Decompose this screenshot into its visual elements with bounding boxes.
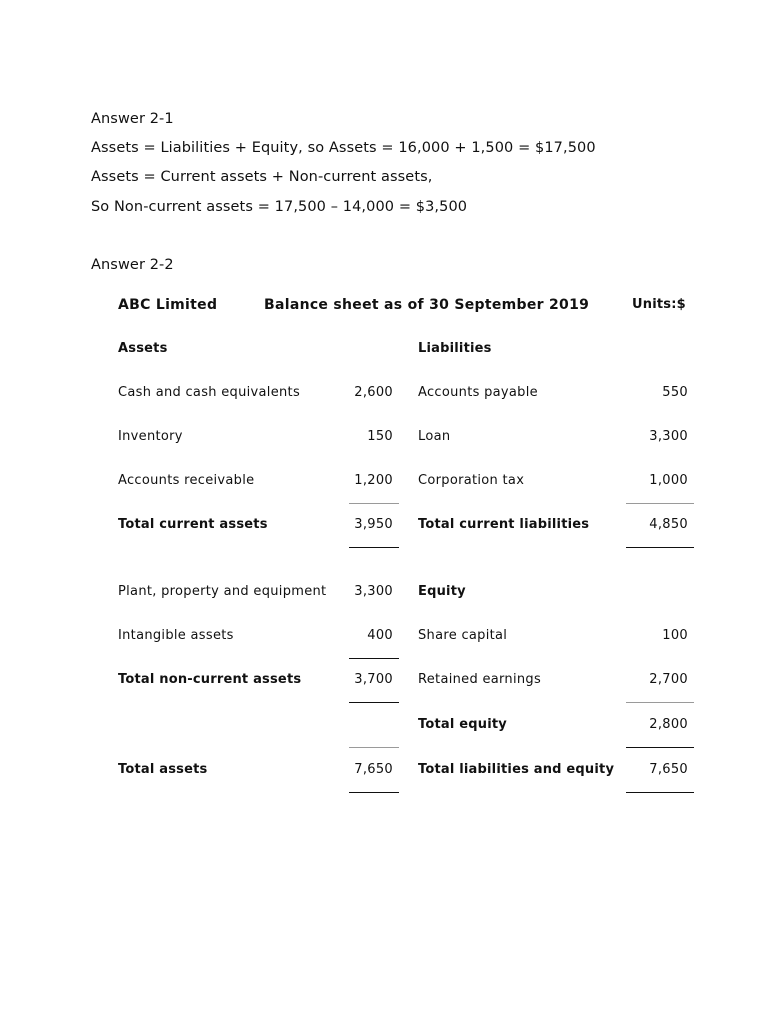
total-non-current-assets-value: 3,700 bbox=[354, 672, 393, 687]
asset-value-receivable: 1,200 bbox=[354, 473, 393, 488]
divider bbox=[349, 702, 399, 703]
liabilities-heading: Liabilities bbox=[418, 341, 492, 356]
liability-value-payable: 550 bbox=[662, 385, 688, 400]
divider bbox=[626, 547, 694, 548]
answer-2-2-heading: Answer 2-2 bbox=[91, 257, 174, 273]
answer-2-1-line-1: Assets = Liabilities + Equity, so Assets = 16,000 + 1,500 = $17,500 bbox=[91, 140, 596, 156]
total-liabilities-equity-label: Total liabilities and equity bbox=[418, 762, 615, 777]
total-current-liabilities-value: 4,850 bbox=[649, 517, 688, 532]
equity-label-retained-earnings: Retained earnings bbox=[418, 672, 542, 687]
liability-value-tax: 1,000 bbox=[649, 473, 688, 488]
liability-label-loan: Loan bbox=[418, 429, 451, 444]
equity-value-share-capital: 100 bbox=[662, 628, 688, 643]
equity-value-retained-earnings: 2,700 bbox=[649, 672, 688, 687]
total-equity-label: Total equity bbox=[418, 717, 507, 732]
asset-label-ppe: Plant, property and equipment bbox=[118, 584, 327, 599]
asset-label-cash: Cash and cash equivalents bbox=[118, 385, 301, 400]
total-current-assets-label: Total current assets bbox=[118, 517, 268, 532]
asset-value-inventory: 150 bbox=[367, 429, 393, 444]
liability-label-payable: Accounts payable bbox=[418, 385, 538, 400]
divider bbox=[349, 547, 399, 548]
asset-value-cash: 2,600 bbox=[354, 385, 393, 400]
divider bbox=[626, 747, 694, 748]
units-label: Units:$ bbox=[632, 297, 686, 312]
total-non-current-assets-label: Total non-current assets bbox=[118, 672, 302, 687]
company-name: ABC Limited bbox=[118, 297, 218, 313]
asset-value-ppe: 3,300 bbox=[354, 584, 393, 599]
divider bbox=[349, 503, 399, 504]
asset-label-inventory: Inventory bbox=[118, 429, 183, 444]
divider bbox=[349, 792, 399, 793]
divider bbox=[349, 747, 399, 748]
equity-heading: Equity bbox=[418, 584, 466, 599]
total-liabilities-equity-value: 7,650 bbox=[649, 762, 688, 777]
liability-value-loan: 3,300 bbox=[649, 429, 688, 444]
asset-value-intangible: 400 bbox=[367, 628, 393, 643]
total-current-liabilities-label: Total current liabilities bbox=[418, 517, 590, 532]
divider bbox=[626, 503, 694, 504]
divider bbox=[626, 702, 694, 703]
answer-2-1-line-2: Assets = Current assets + Non-current assets, bbox=[91, 169, 433, 185]
total-equity-value: 2,800 bbox=[649, 717, 688, 732]
equity-label-share-capital: Share capital bbox=[418, 628, 508, 643]
total-current-assets-value: 3,950 bbox=[354, 517, 393, 532]
asset-label-receivable: Accounts receivable bbox=[118, 473, 255, 488]
divider bbox=[349, 658, 399, 659]
answer-2-1-line-3: So Non-current assets = 17,500 – 14,000 = $3,500 bbox=[91, 199, 468, 215]
assets-heading: Assets bbox=[118, 341, 168, 356]
liability-label-tax: Corporation tax bbox=[418, 473, 525, 488]
balance-sheet-title: Balance sheet as of 30 September 2019 bbox=[264, 297, 590, 313]
divider bbox=[626, 792, 694, 793]
asset-label-intangible: Intangible assets bbox=[118, 628, 234, 643]
total-assets-label: Total assets bbox=[118, 762, 208, 777]
answer-2-1-heading: Answer 2-1 bbox=[91, 111, 174, 127]
total-assets-value: 7,650 bbox=[354, 762, 393, 777]
